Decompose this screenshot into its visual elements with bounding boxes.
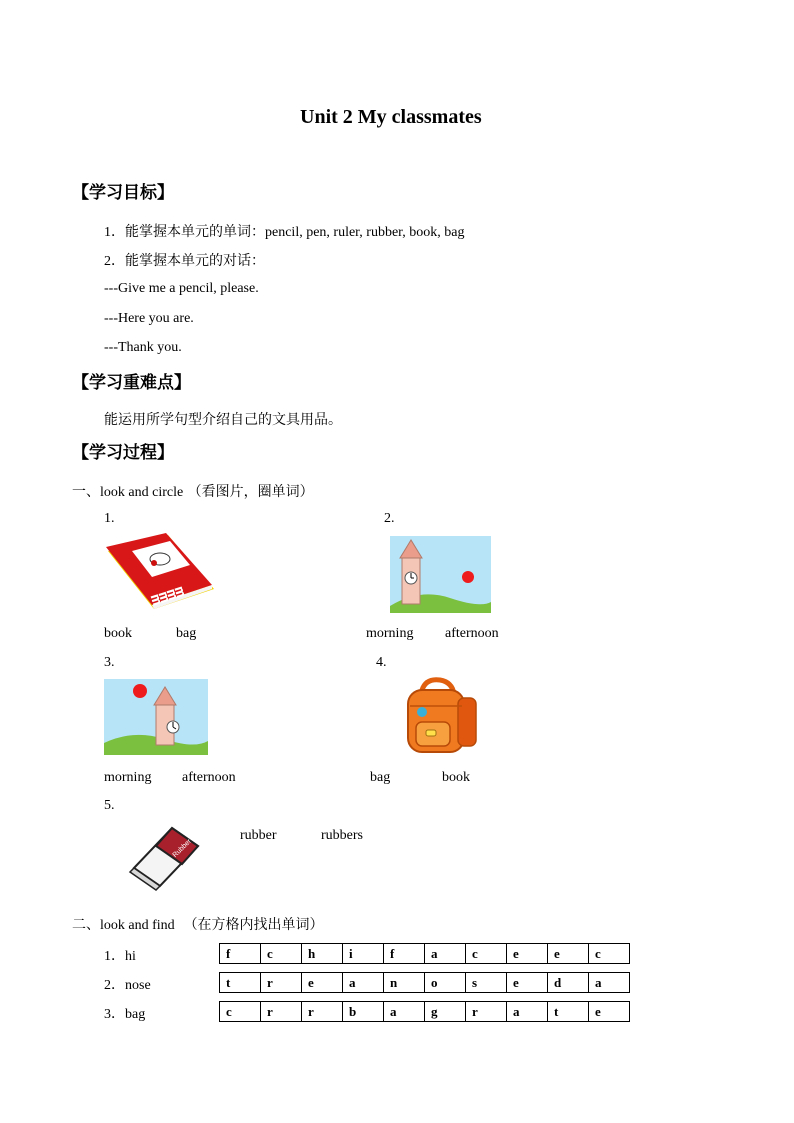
svg-text:Rubber: Rubber xyxy=(171,838,193,860)
grid-cell[interactable]: f xyxy=(220,944,261,964)
item3-choice-2[interactable]: afternoon xyxy=(182,770,236,785)
grid-cell[interactable]: e xyxy=(589,1002,630,1022)
grid-cell[interactable]: a xyxy=(384,1002,425,1022)
part1-label: 一、look and circle （看图片，圈单词） xyxy=(72,484,314,500)
grid-cell[interactable]: e xyxy=(507,944,548,964)
item-number-3: 3. xyxy=(104,655,115,670)
item1-choice-1[interactable]: book xyxy=(104,626,132,641)
page-title: Unit 2 My classmates xyxy=(300,106,482,128)
grid-cell[interactable]: i xyxy=(343,944,384,964)
item-number-5: 5. xyxy=(104,798,115,813)
dialog-line-3: ---Thank you. xyxy=(104,340,182,355)
dialog-line-2: ---Here you are. xyxy=(104,311,194,326)
grid-cell[interactable]: t xyxy=(548,1002,589,1022)
grid-cell[interactable]: r xyxy=(302,1002,343,1022)
grid-cell[interactable]: b xyxy=(343,1002,384,1022)
item4-choice-1[interactable]: bag xyxy=(370,770,391,785)
grid-cell[interactable]: s xyxy=(466,973,507,993)
eraser-icon xyxy=(126,820,204,892)
letter-grid-row-3 xyxy=(219,1001,630,1022)
letter-grid-row-2 xyxy=(219,972,630,993)
grid-cell[interactable]: r xyxy=(466,1002,507,1022)
item-number-1: 1. xyxy=(104,511,115,526)
key-points-text: 能运用所学句型介绍自己的文具用品。 xyxy=(104,412,342,428)
grid-cell[interactable]: e xyxy=(302,973,343,993)
clock-tower-morning-icon xyxy=(390,536,491,613)
grid-cell[interactable]: o xyxy=(425,973,466,993)
grid-cell[interactable]: e xyxy=(507,973,548,993)
key-points-heading: 【学习重难点】 xyxy=(72,373,191,393)
objectives-heading: 【学习目标】 xyxy=(72,183,174,203)
grid-cell[interactable]: e xyxy=(548,944,589,964)
dialog-line-1: ---Give me a pencil, please. xyxy=(104,281,259,296)
item5-choice-1[interactable]: rubber xyxy=(240,828,277,843)
objective-item-2: 2．能掌握本单元的对话： xyxy=(104,253,265,269)
book-icon xyxy=(104,533,216,613)
letter-grid-row-1 xyxy=(219,943,630,964)
grid-cell[interactable]: c xyxy=(220,1002,261,1022)
item4-choice-2[interactable]: book xyxy=(442,770,470,785)
grid-cell[interactable]: f xyxy=(384,944,425,964)
backpack-icon xyxy=(396,676,482,756)
grid-cell[interactable]: a xyxy=(343,973,384,993)
grid-cell[interactable]: t xyxy=(220,973,261,993)
find-word-2: 2．nose xyxy=(104,978,151,993)
item1-choice-2[interactable]: bag xyxy=(176,626,197,641)
grid-cell[interactable]: n xyxy=(384,973,425,993)
item-number-2: 2. xyxy=(384,511,395,526)
part2-label: 二、look and find （在方格内找出单词） xyxy=(72,917,324,933)
clock-tower-afternoon-icon xyxy=(104,679,208,755)
grid-cell[interactable]: r xyxy=(261,1002,302,1022)
grid-cell[interactable]: a xyxy=(507,1002,548,1022)
grid-cell[interactable]: c xyxy=(589,944,630,964)
item-number-4: 4. xyxy=(376,655,387,670)
grid-cell[interactable]: a xyxy=(425,944,466,964)
objective-item-1: 1．能掌握本单元的单词：pencil, pen, ruler, rubber, book, bag xyxy=(104,224,465,240)
process-heading: 【学习过程】 xyxy=(72,443,174,463)
svg-text:ᴟᴟᴟᴟ: ᴟᴟᴟᴟ xyxy=(149,582,186,606)
item3-choice-1[interactable]: morning xyxy=(104,770,152,785)
find-word-3: 3．bag xyxy=(104,1007,146,1022)
find-word-1: 1．hi xyxy=(104,949,136,964)
grid-cell[interactable]: h xyxy=(302,944,343,964)
grid-cell[interactable]: r xyxy=(261,973,302,993)
grid-cell[interactable]: a xyxy=(589,973,630,993)
grid-cell[interactable]: g xyxy=(425,1002,466,1022)
grid-cell[interactable]: d xyxy=(548,973,589,993)
item2-choice-1[interactable]: morning xyxy=(366,626,414,641)
grid-cell[interactable]: c xyxy=(466,944,507,964)
grid-cell[interactable]: c xyxy=(261,944,302,964)
item5-choice-2[interactable]: rubbers xyxy=(321,828,363,843)
item2-choice-2[interactable]: afternoon xyxy=(445,626,499,641)
